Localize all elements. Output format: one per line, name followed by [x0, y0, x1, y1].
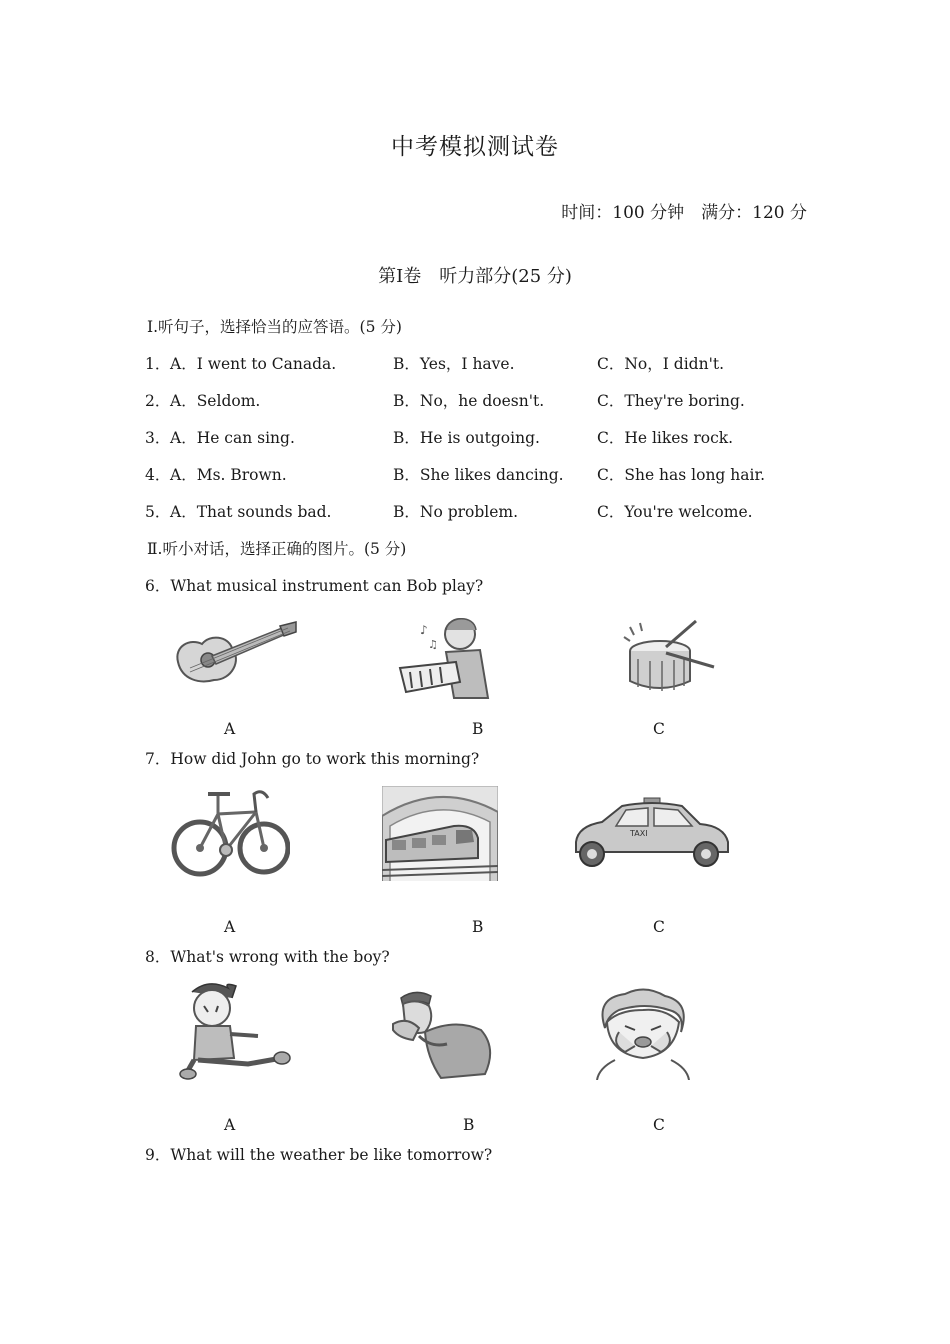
q7-label-a: A: [224, 918, 236, 936]
toothache-boy-icon: [595, 988, 691, 1080]
q1-option-c: C．No，I didn't.: [597, 355, 725, 373]
coughing-boy-icon: [385, 988, 497, 1080]
drum-icon: [618, 617, 718, 693]
q3-option-c: C．He likes rock.: [597, 429, 734, 447]
guitar-icon: [172, 618, 298, 690]
q5-option-b: B．No problem.: [393, 503, 519, 521]
q4-option-a: A．Ms. Brown.: [170, 466, 287, 484]
q9-text: 9．What will the weather be like tomorrow?: [145, 1146, 493, 1164]
q6-label-c: C: [653, 720, 665, 738]
part2-heading: Ⅱ.听小对话，选择正确的图片。(5 分): [147, 540, 407, 558]
q6-text: 6．What musical instrument can Bob play?: [145, 577, 484, 595]
q1-option-a: A．I went to Canada.: [170, 355, 337, 373]
q8-label-a: A: [224, 1116, 236, 1134]
q8-label-c: C: [653, 1116, 665, 1134]
time-and-score: 时间：100 分钟 满分：120 分: [561, 203, 807, 223]
subway-train-icon: [382, 786, 498, 881]
q5-option-c: C．You're welcome.: [597, 503, 753, 521]
q7-label-c: C: [653, 918, 665, 936]
q2-number: 2．: [145, 392, 171, 410]
q3-option-a: A．He can sing.: [170, 429, 295, 447]
svg-text:♪: ♪: [420, 623, 428, 637]
q2-option-b: B．No，he doesn't.: [393, 392, 545, 410]
q5-option-a: A．That sounds bad.: [170, 503, 332, 521]
q8-label-b: B: [463, 1116, 475, 1134]
q5-number: 5．: [145, 503, 171, 521]
q8-text: 8．What's wrong with the boy?: [145, 948, 390, 966]
q3-number: 3．: [145, 429, 171, 447]
page-title: 中考模拟测试卷: [391, 134, 559, 160]
q4-option-c: C．She has long hair.: [597, 466, 766, 484]
taxi-sign-text: TAXI: [630, 829, 648, 838]
q7-text: 7．How did John go to work this morning?: [145, 750, 480, 768]
bicycle-icon: [170, 786, 290, 878]
taxi-icon: [572, 796, 732, 868]
q4-number: 4．: [145, 466, 171, 484]
q2-option-c: C．They're boring.: [597, 392, 745, 410]
q6-label-b: B: [472, 720, 484, 738]
piano-player-icon: [398, 612, 492, 700]
q2-option-a: A．Seldom.: [170, 392, 261, 410]
q6-label-a: A: [224, 720, 236, 738]
q3-option-b: B．He is outgoing.: [393, 429, 540, 447]
hurt-leg-boy-icon: [178, 978, 292, 1080]
section-title: 第Ⅰ卷 听力部分(25 分): [378, 266, 572, 287]
q1-option-b: B．Yes，I have.: [393, 355, 515, 373]
q4-option-b: B．She likes dancing.: [393, 466, 564, 484]
part1-heading: Ⅰ.听句子，选择恰当的应答语。(5 分): [147, 318, 402, 336]
svg-text:♫: ♫: [428, 638, 438, 651]
q7-label-b: B: [472, 918, 484, 936]
q1-number: 1．: [145, 355, 171, 373]
